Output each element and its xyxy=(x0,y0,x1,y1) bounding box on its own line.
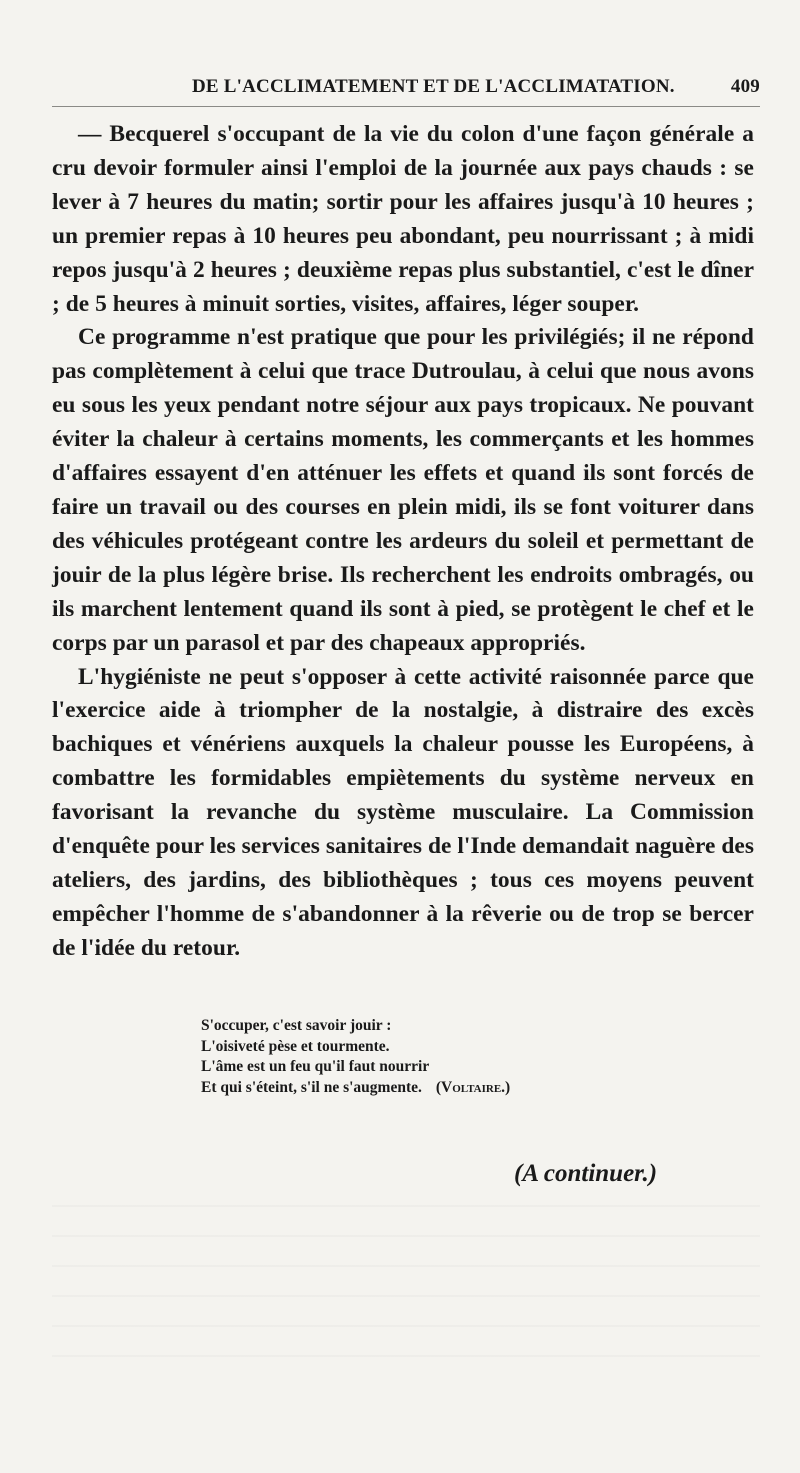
show-through-texture xyxy=(52,1205,760,1385)
verse-line: L'âme est un feu qu'il faut nourrir xyxy=(201,1058,430,1075)
verse-source: (Voltaire.) xyxy=(435,1078,511,1096)
verse-line-last xyxy=(201,1078,510,1099)
paragraph: — Becquerel s'occupant de la vie du colon d'une façon générale a cru devoir formuler ainsi l'emploi de la journée aux pays chauds : se lever à 7 heures du matin; sortir pour les affaires jusqu'à 10 heures ; un premier repas à 10 heures peu abondant, peu nourrissant ; à midi repos jusqu'à 2 heures ; deuxième repas plus substantiel, c'est le dîner ; de 5 heures à minuit sorties, visites, affaires, léger souper. xyxy=(52,121,754,317)
body-text xyxy=(52,118,754,966)
running-head-title: DE L'ACCLIMATEMENT ET DE L'ACCLIMATATION. xyxy=(192,76,675,97)
verse-quotation xyxy=(201,1016,510,1098)
paragraph: L'hygiéniste ne peut s'opposer à cette activité raisonnée parce que l'exercice aide à triompher de la nostalgie, à distraire des excès bachiques et vénériens auxquels la chaleur pousse les Européens, à combattre les formidables empiètements du système nerveux en favorisant la revanche du système musculaire. La Commission d'enquête pour les services sanitaires de l'Inde demandait naguère des ateliers, des jardins, des bibliothèques ; tous ces moyens peuvent empêcher l'homme de s'abandonner à la rêverie ou de trop se bercer de l'idée du retour. xyxy=(52,663,754,961)
paragraph: Ce programme n'est pratique que pour les privilégiés; il ne répond pas complètement à celui que trace Dutroulau, à celui que nous avons eu sous les yeux pendant notre séjour aux pays tropicaux. Ne pouvant éviter la chaleur à certains moments, les commerçants et les hommes d'affaires essayent d'en atténuer les effets et quand ils sont forcés de faire un travail ou des courses en plein midi, ils se font voiturer dans des véhicules protégeant contre les ardeurs du soleil et permettant de jouir de la plus légère brise. Ils recherchent les endroits ombragés, ou ils marchent lentement quand ils sont à pied, se protègent le chef et le corps par un parasol et par des chapeaux appropriés. xyxy=(52,324,754,656)
page-number: 409 xyxy=(730,76,760,97)
header-rule xyxy=(52,106,760,107)
verse-line: S'occuper, c'est savoir jouir : xyxy=(201,1017,392,1034)
continuation-note: (A continuer.) xyxy=(514,1160,658,1187)
verse-line: Et qui s'éteint, s'il ne s'augmente. xyxy=(201,1078,422,1096)
running-head xyxy=(52,76,760,102)
verse-line: L'oisiveté pèse et tourmente. xyxy=(201,1037,390,1055)
